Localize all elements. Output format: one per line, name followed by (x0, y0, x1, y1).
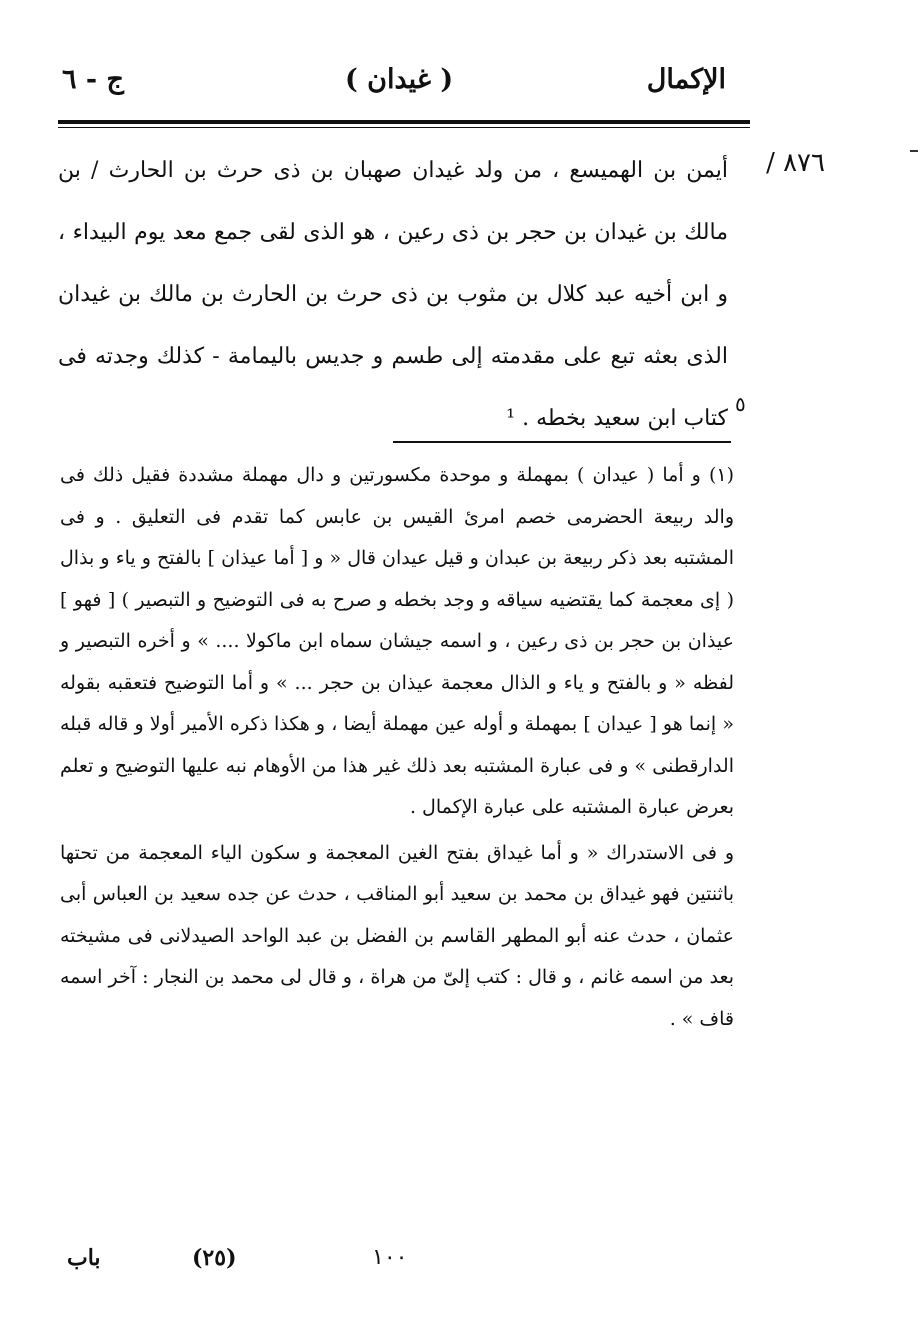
entry-body (58, 140, 728, 450)
entry-number: ٨٧٦ / (766, 148, 825, 178)
entry-text: أيمن بن الهميسع ، من ولد غيدان صهبان بن ذى حرث بن الحارث / بن مالك بن غيدان بن حجر بن ذى رعين ، هو الذى لقى جمع معد يوم البيداء ، و ابن أخيه عبد كلال بن مثوب بن ذى حرث بن الحارث بن مالك بن غيدان الذى بعثه تبع على مقدمته إلى طسم و جديس باليمامة - كذلك وجدته فى كتاب ابن سعيد بخطه . ¹ (58, 158, 728, 431)
footnote-separator (393, 441, 731, 443)
margin-mark (910, 150, 918, 152)
footnote-paragraph: و فى الاستدراك « و أما غيداق بفتح الغين المعجمة و سكون الياء المعجمة من تحتها باثنتين فهو غيداق بن محمد بن سعيد أبو المناقب ، حدث عن جده سعيد بن العباس أبى عثمان ، حدث عنه أبو المطهر القاسم بن الفضل بن عبد الواحد الصيدلانى فى مشيخته بعد من اسمه غانم ، و قال : كتب إلىّ من هراة ، و قال لى محمد بن النجار : آخر اسمه قاف » . (60, 841, 734, 1030)
volume-number: ج - ٦ (62, 64, 124, 95)
catchword: باب (67, 1245, 101, 1271)
running-title: الإكمال (646, 64, 726, 95)
line-marker: ٥ (735, 392, 746, 416)
footnotes (60, 455, 734, 1040)
header-rule-thick (58, 120, 750, 124)
signature-mark: (٢٥) (192, 1245, 237, 1271)
header-rule-thin (58, 127, 750, 128)
page-number: ١٠٠ (372, 1245, 408, 1270)
footnote-paragraph: (١) و أما ( عيدان ) بمهملة و موحدة مكسورتين و دال مهملة مشددة فقيل ذلك فى والد ربيعة الحضرمى خصم امرئ القيس بن عابس كما تقدم فى التعليق . و فى المشتبه بعد ذكر ربيعة بن عبدان و قيل عيدان قال « و [ أما عيذان ] بالفتح و ياء و بذال ( إى معجمة كما يقتضيه سياقه و وجد بخطه و صرح به فى التوضيح و التبصير ) [ فهو ] عيذان بن حجر بن ذى رعين ، و اسمه جيشان سماه ابن ماكولا .... » و أخره التبصير و لفظه « و بالفتح و ياء و الذال معجمة عيذان بن حجر ... » و أما التوضيح فتعقبه بقوله « إنما هو [ عيدان ] بمهملة و أوله عين مهملة أيضا ، و هكذا ذكره الأمير أولا و قاله قبله الدارقطنى » و فى عبارة المشتبه بعد ذلك غير هذا من الأوهام نبه عليها التوضيح و تعلم بعرض عبارة المشتبه على عبارة الإكمال . (60, 464, 734, 818)
entry-heading: ( غيدان ) (345, 64, 454, 95)
